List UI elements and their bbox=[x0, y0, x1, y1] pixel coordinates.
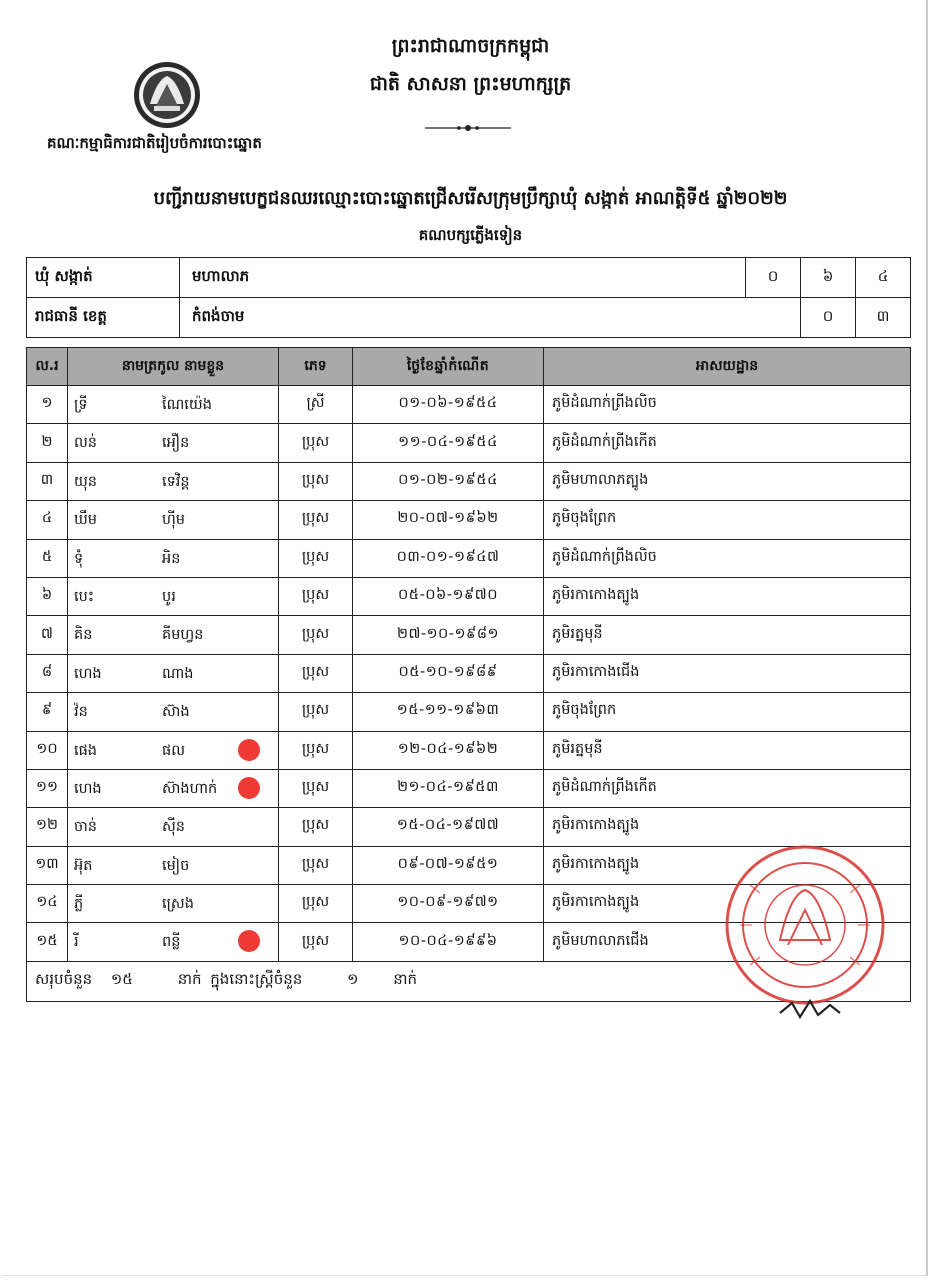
dob-cell: ០៥-០៦-១៩៧០ bbox=[353, 577, 544, 615]
address-cell: ភូមិរត្នមុនី bbox=[544, 616, 911, 654]
family-name: លន់ bbox=[74, 435, 98, 452]
table-row bbox=[27, 424, 911, 462]
dob-cell: ២០-០៧-១៩៦២ bbox=[353, 501, 544, 539]
table-row bbox=[27, 731, 911, 769]
commune-code-digit: ០ bbox=[746, 258, 801, 298]
address-cell: ភូមិចុងព្រែក bbox=[544, 501, 911, 539]
document-title: បញ្ជីរាយនាមបេក្ខជនឈរឈ្មោះបោះឆ្នោតជ្រើសរើសក្រុមប្រឹក្សាឃុំ សង្កាត់ អាណត្តិទី៥ ឆ្នាំ២០២២ bbox=[153, 188, 788, 209]
address-cell: ភូមិមហាលាភត្បូង bbox=[544, 462, 911, 500]
given-name: ពន្លី bbox=[162, 934, 181, 951]
dob-cell: ០៣-០១-១៩៤៧ bbox=[353, 539, 544, 577]
row-number: ៨ bbox=[27, 654, 68, 692]
red-marker-dot bbox=[238, 739, 260, 761]
row-number: ១៤ bbox=[27, 885, 68, 923]
sex-cell: ប្រុស bbox=[279, 731, 353, 769]
address-cell: ភូមិដំណាក់ព្រីងកើត bbox=[544, 424, 911, 462]
party-name: គណបក្សភ្លើងទៀន bbox=[418, 226, 523, 244]
dob-cell: ២៧-១០-១៩៨១ bbox=[353, 616, 544, 654]
table-header-row bbox=[27, 348, 911, 386]
dob-cell: ២១-០៤-១៩៥៣ bbox=[353, 769, 544, 807]
sex-cell: ប្រុស bbox=[279, 885, 353, 923]
table-row bbox=[27, 769, 911, 807]
row-number: ៥ bbox=[27, 539, 68, 577]
motto-heading: ជាតិ សាសនា ព្រះមហាក្សត្រ bbox=[369, 73, 572, 95]
header-sex: ភេទ bbox=[279, 348, 353, 386]
name-cell bbox=[68, 923, 279, 961]
total-value: ១៥ bbox=[110, 970, 133, 989]
sex-cell: ប្រុស bbox=[279, 693, 353, 731]
row-number: ៩ bbox=[27, 693, 68, 731]
given-name: បូរ bbox=[162, 588, 176, 605]
row-number: ១១ bbox=[27, 769, 68, 807]
address-cell: ភូមិរកាកោងត្បូង bbox=[544, 577, 911, 615]
sex-cell: ប្រុស bbox=[279, 616, 353, 654]
name-cell bbox=[68, 577, 279, 615]
table-row bbox=[27, 577, 911, 615]
sex-cell: ប្រុស bbox=[279, 539, 353, 577]
address-cell: ភូមិដំណាក់ព្រីងលិច bbox=[544, 539, 911, 577]
red-marker-dot bbox=[238, 777, 260, 799]
row-number: ១ bbox=[27, 386, 68, 424]
family-name: ចាន់ bbox=[74, 819, 98, 836]
given-name: ស្រេង bbox=[162, 896, 194, 913]
header-number: ល.រ bbox=[27, 348, 68, 386]
table-row bbox=[27, 386, 911, 424]
sex-cell: ប្រុស bbox=[279, 424, 353, 462]
address-cell: ភូមិចុងព្រែក bbox=[544, 693, 911, 731]
name-cell bbox=[68, 539, 279, 577]
given-name: ទេវិន្ត bbox=[162, 473, 190, 490]
row-number: ៧ bbox=[27, 616, 68, 654]
party-seal-stamp bbox=[710, 845, 900, 1025]
name-cell bbox=[68, 424, 279, 462]
address-cell: ភូមិរកាកោងត្បូង bbox=[544, 846, 911, 884]
province-code-digit: ០ bbox=[801, 298, 856, 338]
committee-name: គណៈកម្មាធិការជាតិរៀបចំការបោះឆ្នោត bbox=[47, 134, 262, 152]
province-row bbox=[27, 298, 911, 338]
commune-row bbox=[27, 258, 911, 298]
row-number: ១៥ bbox=[27, 923, 68, 961]
table-row bbox=[27, 616, 911, 654]
header-address: អាសយដ្ឋាន bbox=[544, 348, 911, 386]
commune-code-digit: ៤ bbox=[856, 258, 911, 298]
table-row bbox=[27, 654, 911, 692]
row-number: ១៣ bbox=[27, 846, 68, 884]
sex-cell: ប្រុស bbox=[279, 808, 353, 846]
row-number: ៦ bbox=[27, 577, 68, 615]
address-cell: ភូមិមហាលាភជើង bbox=[544, 923, 911, 961]
female-value: ១ bbox=[347, 970, 359, 989]
name-cell bbox=[68, 616, 279, 654]
dob-cell: ០៩-០៧-១៩៥១ bbox=[353, 846, 544, 884]
sex-cell: ស្រី bbox=[279, 386, 353, 424]
given-name: ណៃយ៉េង bbox=[162, 397, 212, 413]
header-dob: ថ្ងៃខែឆ្នាំកំណើត bbox=[353, 348, 544, 386]
dob-cell: ១៥-១១-១៩៦៣ bbox=[353, 693, 544, 731]
family-name: បេះ bbox=[74, 588, 95, 605]
family-name: ទ្រី bbox=[74, 397, 88, 413]
name-cell bbox=[68, 462, 279, 500]
table-row bbox=[27, 539, 911, 577]
address-cell: ភូមិរកាកោងត្បូង bbox=[544, 885, 911, 923]
name-cell bbox=[68, 885, 279, 923]
name-cell bbox=[68, 731, 279, 769]
family-name: ហេង bbox=[74, 665, 102, 682]
province-value: កំពង់ចាម bbox=[180, 298, 801, 338]
commune-label: ឃុំ សង្កាត់ bbox=[27, 258, 180, 298]
given-name: មៀច bbox=[162, 857, 190, 874]
given-name: ផល bbox=[162, 742, 186, 759]
commune-value: មហាលាភ bbox=[180, 258, 746, 298]
kingdom-heading: ព្រះរាជាណាចក្រកម្ពុជា bbox=[391, 35, 550, 57]
province-label: រាជធានី ខេត្ត bbox=[27, 298, 180, 338]
row-number: ៣ bbox=[27, 462, 68, 500]
ornament-divider bbox=[423, 122, 513, 134]
header-name: នាមត្រកូល នាមខ្លួន bbox=[68, 348, 279, 386]
row-number: ៤ bbox=[27, 501, 68, 539]
given-name: គីមហ្វន bbox=[162, 627, 204, 644]
sex-cell: ប្រុស bbox=[279, 501, 353, 539]
address-cell: ភូមិរត្នមុនី bbox=[544, 731, 911, 769]
family-name: ទុំ bbox=[74, 550, 84, 567]
female-unit: នាក់ bbox=[393, 970, 418, 989]
table-row bbox=[27, 501, 911, 539]
given-name: ហ៊ីម bbox=[162, 512, 186, 529]
family-name: ផេង bbox=[74, 742, 98, 759]
address-cell: ភូមិរកាកោងជើង bbox=[544, 654, 911, 692]
sex-cell: ប្រុស bbox=[279, 462, 353, 500]
total-unit: នាក់ bbox=[177, 970, 202, 989]
dob-cell: ១៥-០៤-១៩៧៧ bbox=[353, 808, 544, 846]
red-marker-dot bbox=[238, 930, 260, 952]
address-cell: ភូមិដំណាក់ព្រីងលិច bbox=[544, 386, 911, 424]
dob-cell: ១១-០៤-១៩៥៤ bbox=[353, 424, 544, 462]
address-cell: ភូមិរកាកោងត្បូង bbox=[544, 808, 911, 846]
dob-cell: ០១-០២-១៩៥៤ bbox=[353, 462, 544, 500]
address-cell: ភូមិដំណាក់ព្រីងកើត bbox=[544, 769, 911, 807]
location-table bbox=[26, 257, 911, 338]
dob-cell: ០៥-១០-១៩៨៩ bbox=[353, 654, 544, 692]
sex-cell: ប្រុស bbox=[279, 846, 353, 884]
total-label: សរុបចំនួន bbox=[35, 970, 93, 989]
row-number: ២ bbox=[27, 424, 68, 462]
dob-cell: ០១-០៦-១៩៥៤ bbox=[353, 386, 544, 424]
name-cell bbox=[68, 654, 279, 692]
family-name: រី bbox=[74, 934, 79, 951]
row-number: ១២ bbox=[27, 808, 68, 846]
given-name: ស៊ាង bbox=[162, 704, 190, 721]
commune-code-digit: ៦ bbox=[801, 258, 856, 298]
given-name: អឿន bbox=[162, 435, 190, 452]
given-name: ស៊ាងហាក់ bbox=[162, 780, 218, 797]
sex-cell: ប្រុស bbox=[279, 577, 353, 615]
family-name: អ៊ុត bbox=[74, 857, 93, 874]
family-name: ហេង bbox=[74, 780, 102, 797]
table-row bbox=[27, 693, 911, 731]
name-cell bbox=[68, 386, 279, 424]
family-name: ឃឹម bbox=[74, 512, 98, 529]
sex-cell: ប្រុស bbox=[279, 923, 353, 961]
dob-cell: ១០-០៩-១៩៧១ bbox=[353, 885, 544, 923]
province-code-digit: ៣ bbox=[856, 298, 911, 338]
family-name: គិន bbox=[74, 627, 93, 644]
name-cell bbox=[68, 846, 279, 884]
given-name: អិន bbox=[162, 550, 181, 567]
name-cell bbox=[68, 501, 279, 539]
name-cell bbox=[68, 769, 279, 807]
table-row bbox=[27, 462, 911, 500]
dob-cell: ១០-០៤-១៩៩៦ bbox=[353, 923, 544, 961]
dob-cell: ១២-០៤-១៩៦២ bbox=[353, 731, 544, 769]
table-row bbox=[27, 808, 911, 846]
sex-cell: ប្រុស bbox=[279, 769, 353, 807]
given-name: ណាង bbox=[162, 665, 194, 682]
family-name: វ៉ន bbox=[74, 704, 88, 721]
row-number: ១០ bbox=[27, 731, 68, 769]
name-cell bbox=[68, 808, 279, 846]
family-name: យុន bbox=[74, 473, 98, 490]
family-name: ភ្លី bbox=[74, 896, 84, 913]
sex-cell: ប្រុស bbox=[279, 654, 353, 692]
name-cell bbox=[68, 693, 279, 731]
female-label: ក្នុងនោះស្ត្រីចំនួន bbox=[210, 970, 303, 989]
given-name: ស៊ីន bbox=[162, 819, 186, 836]
